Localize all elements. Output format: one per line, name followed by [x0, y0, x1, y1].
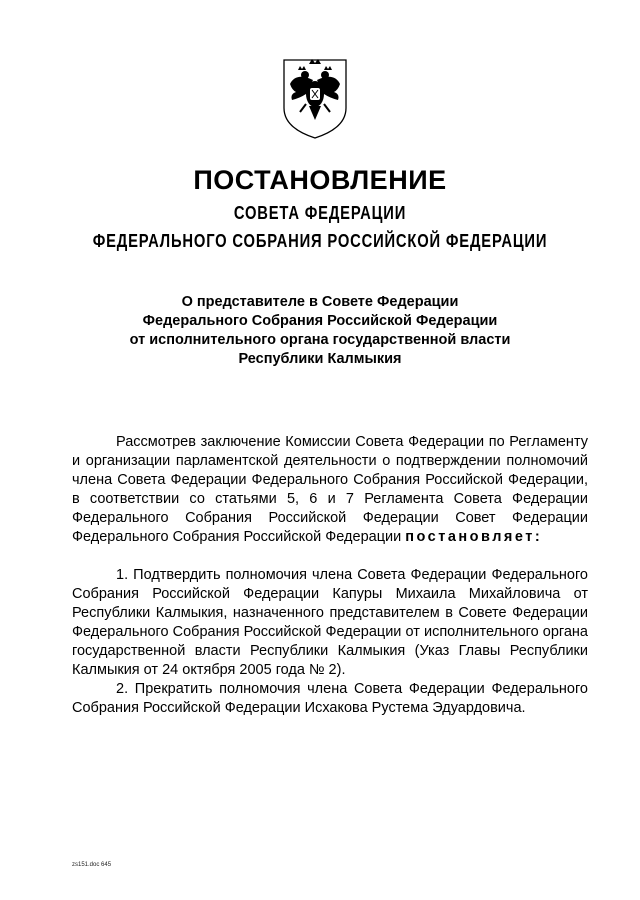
document-title: ПОСТАНОВЛЕНИЕ — [193, 165, 447, 195]
issuer-line-1: СОВЕТА ФЕДЕРАЦИИ — [233, 203, 407, 223]
preamble-paragraph — [72, 433, 588, 547]
file-reference: zs151.doc 645 — [72, 862, 112, 868]
heading-line: Республики Калмыкия — [238, 351, 402, 367]
issuer-line-2: ФЕДЕРАЛЬНОГО СОБРАНИЯ РОССИЙСКОЙ ФЕДЕРАЦИИ — [92, 231, 548, 251]
heading-line: Федерального Собрания Российской Федерации — [142, 313, 498, 329]
heading-line: О представителе в Совете Федерации — [181, 294, 459, 310]
preamble-text: Рассмотрев заключение Комиссии Совета Федерации по Регламенту и организации парламентской деятельности о подтверждении полномочий члена Совета Федерации Федерального Собрания Российской Федерации, в соответствии со статьями 5, 6 и 7 Регламента Совета Федерации Федерального Собрания Российской Федерации Совет Федерации Федерального Собрания Российской Федерации — [72, 434, 588, 545]
resolution-item-1: 1. Подтвердить полномочия члена Совета Федерации Федерального Собрания Российской Федерации Капуры Михаила Михайловича от Республики Калмыкия, назначенного представителем в Совете Федерации Федерального Собрания Российской Федерации от исполнительного органа государственной власти Республики Калмыкия (Указ Главы Республики Калмыкия от 24 октября 2005 года № 2). — [72, 567, 588, 678]
resolves-word: постановляет: — [405, 529, 543, 545]
russian-coat-of-arms-icon — [276, 50, 354, 140]
resolution-item-2: 2. Прекратить полномочия члена Совета Федерации Федерального Собрания Российской Федерации Исхакова Рустема Эдуардовича. — [72, 681, 588, 716]
heading-line: от исполнительного органа государственной власти — [129, 332, 511, 348]
document-heading — [0, 293, 640, 369]
document-body — [72, 433, 588, 718]
